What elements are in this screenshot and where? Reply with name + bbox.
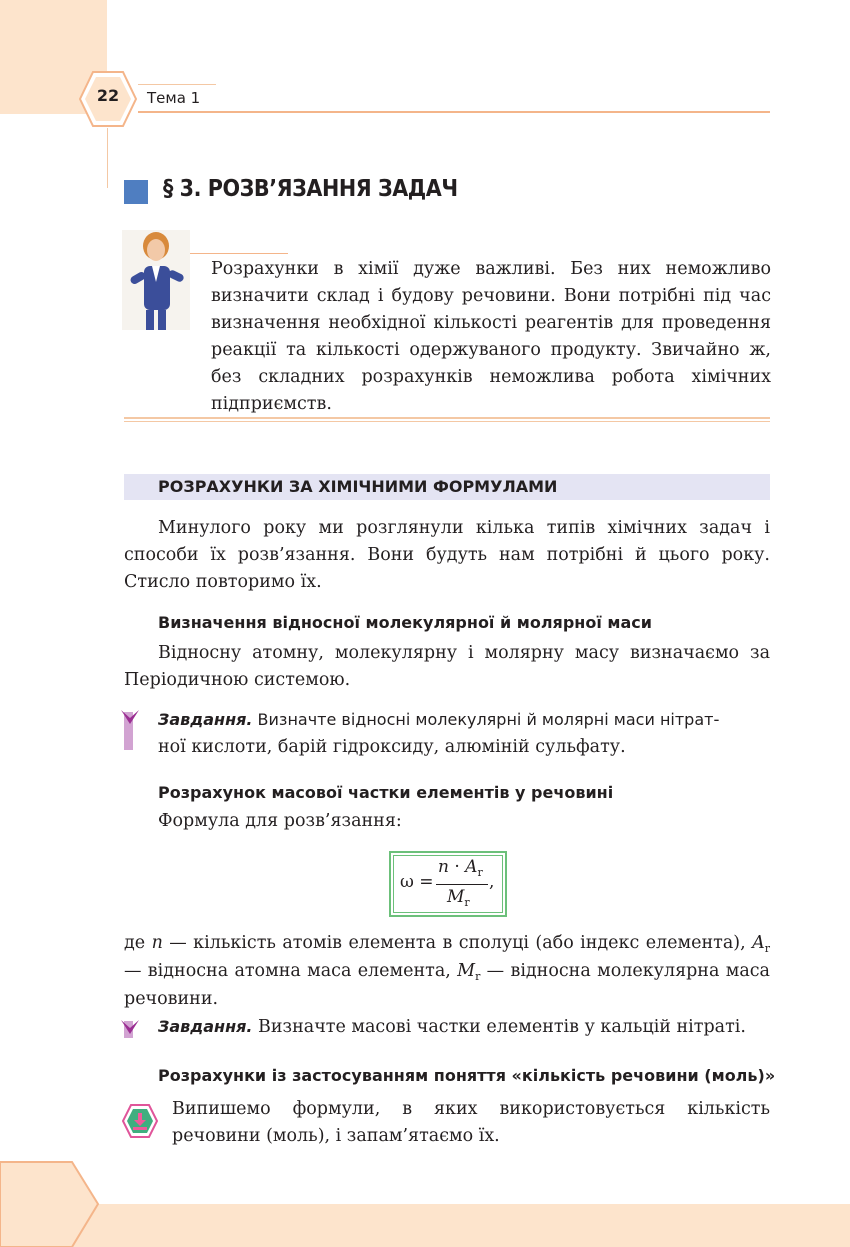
legend-n: n <box>151 933 163 953</box>
teacher-illustration <box>122 230 190 330</box>
heading-mass-fraction: Розрахунок масової частки елементів у речовині <box>158 783 614 802</box>
intro-paragraph: Розрахунки в хімії дуже важливі. Без них неможливо визначити склад і будову речовини. Вони потрібні під час визначення необхідної кількості реагентів для проведення реакції та кількості одержуваного продукту. Звичайно ж, без складних розрахунків неможлива робота хімічних підприємств. <box>211 259 771 414</box>
paragraph-formula-legend <box>124 930 770 1013</box>
section-marker <box>124 180 148 204</box>
topic-label: Тема 1 <box>147 89 201 107</box>
formula-denominator <box>447 887 470 907</box>
task-check-icon <box>121 1020 139 1034</box>
paragraph-intro-tasks: Минулого року ми розглянули кілька типів хімічних задач і способи їх розв’язання. Вони будуть нам потрібні й цього року. Стисло повторимо їх. <box>124 518 770 592</box>
intro-divider-bottom <box>124 417 770 419</box>
heading-amount-of-substance: Розрахунки із застосуванням поняття «кількість речовини (моль)» <box>158 1066 776 1085</box>
formula-numerator <box>438 857 483 877</box>
formula-dot: · <box>448 857 466 877</box>
download-icon <box>122 1104 158 1138</box>
formula-omega: ω = <box>400 872 434 892</box>
task-1-text-b: ної кислоти, барій гідроксиду, алюміній сульфату. <box>158 737 626 757</box>
page-number: 22 <box>96 86 120 105</box>
paragraph-formula-intro: Формула для розв’язання: <box>158 811 402 831</box>
subsection-title: РОЗРАХУНКИ ЗА ХІМІЧНИМИ ФОРМУЛАМИ <box>158 477 558 496</box>
legend-text-c: — відносна атомна маса елемента, <box>124 961 458 981</box>
legend-ar: A <box>752 933 765 953</box>
legend-mr-subscript: r <box>475 970 481 983</box>
footer-hexagon <box>0 1160 100 1247</box>
header-divider-top <box>138 84 216 85</box>
formula-a-subscript: r <box>477 866 483 879</box>
formula-n: n <box>438 857 449 877</box>
task-1-label: Завдання. <box>158 710 253 729</box>
paragraph-periodic-table: Відносну атомну, молекулярну і молярну масу визначаємо за Періодичною системою. <box>124 643 770 690</box>
formula-fraction-line <box>436 884 488 885</box>
formula-m-subscript: r <box>464 896 470 909</box>
section-title: § 3. РОЗВ’ЯЗАННЯ ЗАДАЧ <box>163 176 458 202</box>
task-check-icon <box>121 710 139 724</box>
legend-ar-subscript: r <box>764 942 770 955</box>
task-1: Завдання. Визначте відносні молекулярні й молярні маси нітрат- ної кислоти, барій гідроксиду, алюміній сульфату. <box>158 710 720 757</box>
paragraph-write-formulas: Випишемо формули, в яких використовується кількість речовини (моль), і запам’ятаємо їх. <box>172 1099 770 1146</box>
legend-text-a: де <box>124 933 152 953</box>
formula-comma: , <box>489 872 495 892</box>
margin-line <box>107 128 108 188</box>
intro-divider-top <box>190 253 288 254</box>
footer-band <box>0 1204 850 1247</box>
task-1-text-a: Визначте відносні молекулярні й молярні маси нітрат <box>252 710 714 729</box>
heading-molar-mass: Визначення відносної молекулярної й молярної маси <box>158 613 652 632</box>
legend-text-d: — відносна молекулярна маса речовини. <box>124 961 770 1009</box>
legend-text-b: — кількість атомів елемента в сполуці (або індекс елемента), <box>162 933 746 953</box>
formula-a: A <box>465 857 478 877</box>
task-2 <box>158 1013 770 1041</box>
formula-m: M <box>447 887 465 907</box>
legend-mr: M <box>457 961 476 981</box>
intro-divider-bottom-thin <box>124 421 770 422</box>
task-2-label: Завдання. <box>158 1017 253 1036</box>
header-divider <box>138 111 770 113</box>
task-2-text: Визначте масові частки елементів у кальцій нітраті. <box>252 1017 746 1037</box>
